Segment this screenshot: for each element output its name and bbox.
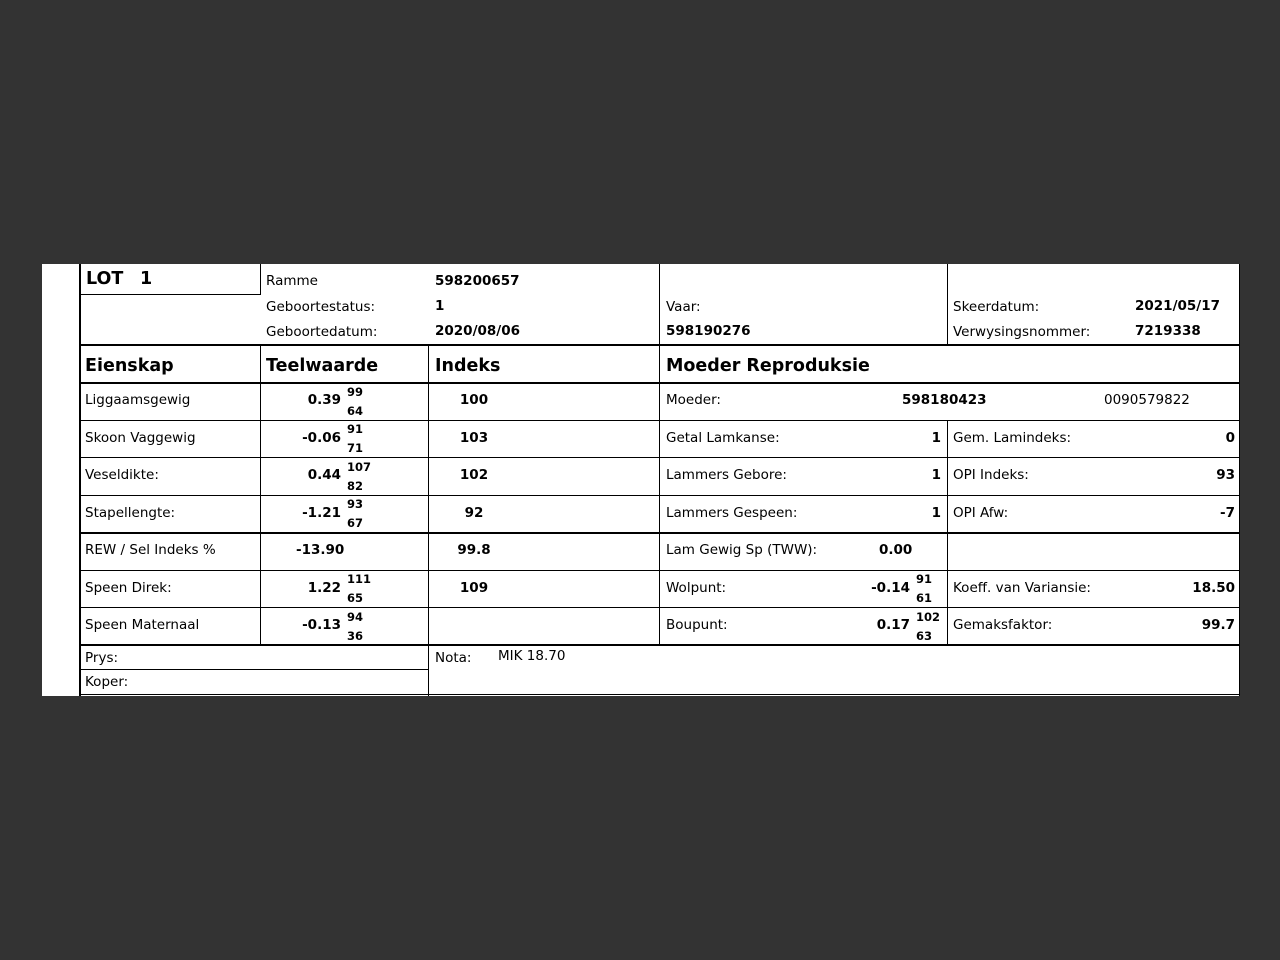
lot-box-right — [260, 264, 261, 295]
trait-sub: 65 — [347, 591, 364, 605]
trait-value: 1.22 — [307, 580, 341, 596]
trait-sup: 111 — [347, 572, 372, 586]
col-heading-moeder: Moeder Reproduksie — [666, 356, 870, 376]
gem-lamindeks-value: 0 — [1225, 430, 1235, 446]
prys-label: Prys: — [85, 650, 119, 666]
ramme-value: 598200657 — [435, 273, 520, 289]
gem-lamindeks-label: Gem. Lamindeks: — [953, 430, 1072, 446]
trait-value: -1.21 — [302, 505, 341, 521]
trait-index: 100 — [459, 392, 489, 408]
lam-gewig-value: 0.00 — [879, 542, 913, 558]
wolpunt-label: Wolpunt: — [666, 580, 727, 596]
gemaksfaktor-value: 99.7 — [1201, 617, 1235, 633]
verwysingsnommer-value: 7219338 — [1135, 323, 1201, 339]
opi-indeks-value: 93 — [1216, 467, 1235, 483]
trait-value: -13.90 — [296, 542, 345, 558]
geboortedatum-value: 2020/08/06 — [435, 323, 521, 339]
geboortestatus-value: 1 — [435, 298, 445, 314]
trait-sup: 93 — [347, 497, 364, 511]
table-bottom-line — [80, 644, 1240, 646]
col-divider-eienskap — [260, 346, 261, 645]
moeder-id: 598180423 — [902, 392, 987, 408]
right-border — [1239, 264, 1240, 696]
trait-sup: 91 — [347, 422, 364, 436]
trait-index: 92 — [464, 505, 484, 521]
col-heading-indeks: Indeks — [435, 356, 501, 376]
header-bottom-line — [80, 344, 1240, 346]
trait-value: -0.06 — [302, 430, 341, 446]
row-line-2 — [80, 457, 1240, 458]
trait-value: -0.13 — [302, 617, 341, 633]
opi-afw-value: -7 — [1220, 505, 1235, 521]
trait-index: 103 — [459, 430, 489, 446]
trait-index: 102 — [459, 467, 489, 483]
trait-name: Skoon Vaggewig — [85, 430, 196, 446]
trait-name: REW / Sel Indeks % — [85, 542, 216, 558]
col-divider-indeks — [659, 346, 660, 645]
header-divider-2 — [947, 264, 948, 346]
trait-sup: 94 — [347, 610, 364, 624]
geboortedatum-label: Geboortedatum: — [266, 324, 378, 340]
getal-lamkanse-label: Getal Lamkanse: — [666, 430, 780, 446]
trait-value: 0.44 — [307, 467, 341, 483]
row-line-1 — [80, 420, 1240, 421]
trait-name: Stapellengte: — [85, 505, 176, 521]
column-header-line — [80, 382, 1240, 384]
trait-name: Speen Maternaal — [85, 617, 200, 633]
left-border — [79, 264, 81, 696]
opi-afw-label: OPI Afw: — [953, 505, 1009, 521]
trait-sup: 99 — [347, 385, 364, 399]
trait-name: Veseldikte: — [85, 467, 159, 483]
lot-label: LOT — [86, 269, 124, 289]
koeff-value: 18.50 — [1192, 580, 1235, 596]
geboortestatus-label: Geboortestatus: — [266, 299, 376, 315]
trait-index: 109 — [459, 580, 489, 596]
header-divider-1 — [659, 264, 660, 346]
moeder-label: Moeder: — [666, 392, 721, 408]
trait-sub: 82 — [347, 479, 364, 493]
nota-label: Nota: — [435, 650, 472, 666]
col-divider-teelwaarde — [428, 346, 429, 696]
moeder-ref: 0090579822 — [1104, 392, 1190, 408]
vaar-value: 598190276 — [666, 323, 751, 339]
trait-name: Liggaamsgewig — [85, 392, 191, 408]
boupunt-sub: 63 — [916, 629, 933, 643]
col-heading-teelwaarde: Teelwaarde — [266, 356, 379, 376]
prys-koper-divider — [80, 669, 428, 670]
wolpunt-value: -0.14 — [871, 580, 910, 596]
wolpunt-sup: 91 — [916, 572, 933, 586]
lot-box-bottom — [80, 294, 260, 295]
col-heading-eienskap: Eienskap — [85, 356, 174, 376]
lammers-gespeen-label: Lammers Gespeen: — [666, 505, 798, 521]
row-line-6 — [80, 607, 1240, 608]
trait-sub: 71 — [347, 441, 364, 455]
lammers-gebore-value: 1 — [931, 467, 941, 483]
koper-label: Koper: — [85, 674, 129, 690]
lot-sheet — [42, 264, 1240, 696]
lam-gewig-label: Lam Gewig Sp (TWW): — [666, 542, 818, 558]
trait-sup: 107 — [347, 460, 372, 474]
trait-sub: 67 — [347, 516, 364, 530]
lot-number: 1 — [140, 269, 153, 289]
lammers-gespeen-value: 1 — [931, 505, 941, 521]
row-line-4 — [80, 532, 1240, 534]
lammers-gebore-label: Lammers Gebore: — [666, 467, 787, 483]
boupunt-value: 0.17 — [876, 617, 910, 633]
col-divider-moeder-right — [947, 420, 948, 645]
row-line-5 — [80, 570, 1240, 571]
gemaksfaktor-label: Gemaksfaktor: — [953, 617, 1053, 633]
trait-sub: 64 — [347, 404, 364, 418]
trait-sub: 36 — [347, 629, 364, 643]
nota-value: MIK 18.70 — [498, 648, 566, 664]
verwysingsnommer-label: Verwysingsnommer: — [953, 324, 1091, 340]
koeff-label: Koeff. van Variansie: — [953, 580, 1091, 596]
trait-index: 99.8 — [457, 542, 491, 558]
row-line-3 — [80, 495, 1240, 496]
vaar-label: Vaar: — [666, 299, 701, 315]
skeerdatum-label: Skeerdatum: — [953, 299, 1040, 315]
skeerdatum-value: 2021/05/17 — [1135, 298, 1221, 314]
boupunt-label: Boupunt: — [666, 617, 728, 633]
trait-name: Speen Direk: — [85, 580, 172, 596]
ramme-label: Ramme — [266, 273, 318, 289]
getal-lamkanse-value: 1 — [931, 430, 941, 446]
wolpunt-sub: 61 — [916, 591, 933, 605]
boupunt-sup: 102 — [916, 610, 941, 624]
sheet-bottom-line — [80, 694, 1240, 695]
trait-value: 0.39 — [307, 392, 341, 408]
opi-indeks-label: OPI Indeks: — [953, 467, 1029, 483]
